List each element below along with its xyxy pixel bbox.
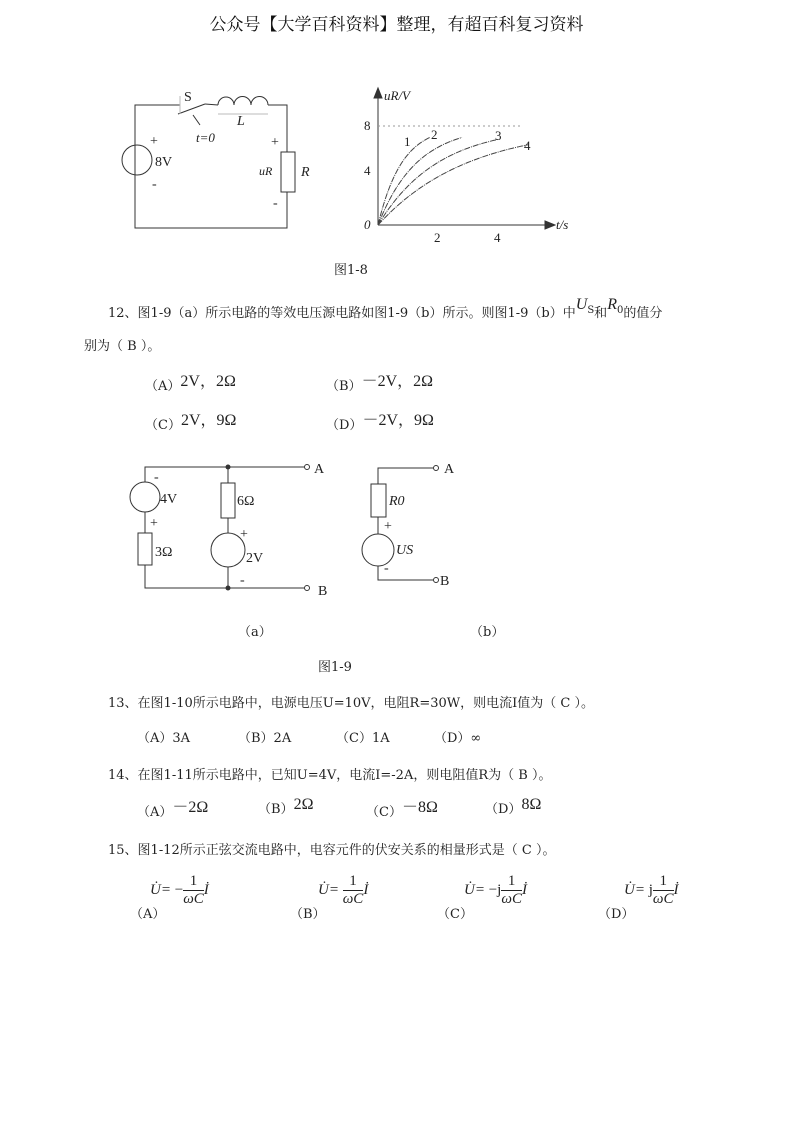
y-tick-label: 0: [364, 217, 371, 232]
terminal-a-label: A: [444, 462, 455, 477]
label-us: US: [396, 543, 414, 558]
option-c-formula: U̇= −j $\frac{1}{\omega C}$ İ: [464, 873, 527, 907]
voltage-source-us: [362, 534, 394, 566]
us-symbol: U: [575, 296, 588, 313]
question-14: 14、在图1-11所示电路中，已知U=4V，电流I=-2A，则电阻值R为（ B ）。: [108, 768, 552, 783]
plus-sign: +: [240, 527, 248, 542]
y-tick-label: 4: [364, 163, 371, 178]
terminal-b-label: B: [318, 584, 328, 599]
option-a: （A）－2Ω: [137, 799, 209, 820]
subfigure-b-label: （b）: [470, 625, 505, 640]
label-r0: R0: [389, 494, 405, 509]
terminal-a-label: A: [314, 462, 325, 477]
x-axis-label: t/s: [556, 217, 569, 232]
option-d: （D）∞: [434, 731, 482, 746]
series-label: 4: [524, 138, 531, 153]
question-text: 12、图1-9（a）所示电路的等效电压源电路如图1-9（b）所示。则图1-9（b）中: [108, 306, 576, 321]
plus-sign: +: [384, 519, 392, 534]
option-c-label: （C）: [437, 907, 473, 922]
option-d: （D）8Ω: [485, 796, 542, 817]
resistor-label: R: [301, 165, 310, 180]
page-header: 公众号【大学百科资料】整理，有超百科复习资料: [209, 15, 584, 35]
series-label: 2: [431, 127, 438, 142]
option-b: （B）－2V，2Ω: [326, 373, 434, 394]
y-axis-label: uR/V: [384, 88, 410, 103]
node-dot: [226, 586, 231, 591]
voltage-source-4v: [130, 482, 160, 512]
label-4v: 4V: [160, 492, 178, 507]
option-c: （C）2V，9Ω: [145, 412, 237, 433]
figure-caption: 图1-9: [318, 660, 352, 675]
option-c: （C）1A: [336, 731, 390, 746]
minus-sign: -: [273, 196, 278, 211]
resistor-3ohm: [138, 533, 152, 565]
plus-sign: +: [150, 134, 158, 149]
option-d: （D）－2V，9Ω: [326, 412, 434, 433]
switch-label: S: [184, 90, 192, 105]
t0-label: t=0: [196, 130, 215, 145]
option-a: （A）2V，2Ω: [145, 373, 236, 394]
subfigure-a-label: （a）: [238, 625, 272, 640]
option-a-formula: U̇= − $\frac{1}{\omega C}$ İ: [150, 873, 209, 907]
x-tick-label: 2: [434, 230, 441, 245]
us-subscript: S: [587, 304, 595, 316]
option-b-label: （B）: [290, 907, 326, 922]
option-d-formula: U̇= j $\frac{1}{\omega C}$ İ: [624, 873, 679, 907]
terminal-a: [434, 466, 439, 471]
resistor-6ohm: [221, 483, 235, 518]
minus-sign: -: [384, 561, 389, 576]
question-13: 13、在图1-10所示电路中，电源电压U=10V，电阻R=30W，则电流I值为（ C ）。: [108, 696, 594, 711]
plus-sign: +: [271, 135, 279, 150]
label-6ohm: 6Ω: [237, 494, 255, 509]
figure-caption: 图1-8: [334, 263, 368, 278]
question-text: 的值分: [623, 306, 663, 321]
option-b-formula: U̇= $\frac{1}{\omega C}$ İ: [318, 873, 369, 907]
minus-sign: -: [152, 177, 157, 192]
option-b: （B）2Ω: [258, 796, 314, 817]
terminal-b: [305, 586, 310, 591]
x-tick-label: 4: [494, 230, 501, 245]
question-15: 15、图1-12所示正弦交流电路中，电容元件的伏安关系的相量形式是（ C ）。: [108, 843, 556, 858]
r0-symbol: R: [607, 296, 617, 313]
terminal-b-label: B: [440, 574, 450, 589]
question-12-answer-line: 别为（ B ）。: [84, 339, 161, 354]
option-a: （A）3A: [137, 731, 191, 746]
source-label: 8V: [155, 155, 173, 170]
series-label: 3: [495, 128, 502, 143]
series-label: 1: [404, 134, 411, 149]
option-c: （C）－8Ω: [366, 799, 438, 820]
option-d-label: （D）: [598, 907, 635, 922]
option-a-label: （A）: [130, 907, 166, 922]
ur-label: uR: [259, 164, 273, 178]
minus-sign: -: [154, 470, 159, 485]
terminal-b: [434, 578, 439, 583]
option-b: （B）2A: [238, 731, 292, 746]
label-3ohm: 3Ω: [155, 545, 173, 560]
label-2v: 2V: [246, 551, 264, 566]
resistor-r0: [371, 484, 386, 517]
r0-subscript: 0: [616, 304, 624, 316]
plus-sign: +: [150, 516, 158, 531]
terminal-a: [305, 465, 310, 470]
node-dot: [226, 465, 231, 470]
inductor-label: L: [237, 114, 245, 129]
minus-sign: -: [240, 573, 245, 588]
y-tick-label: 8: [364, 118, 371, 133]
and-text: 和: [594, 306, 608, 321]
